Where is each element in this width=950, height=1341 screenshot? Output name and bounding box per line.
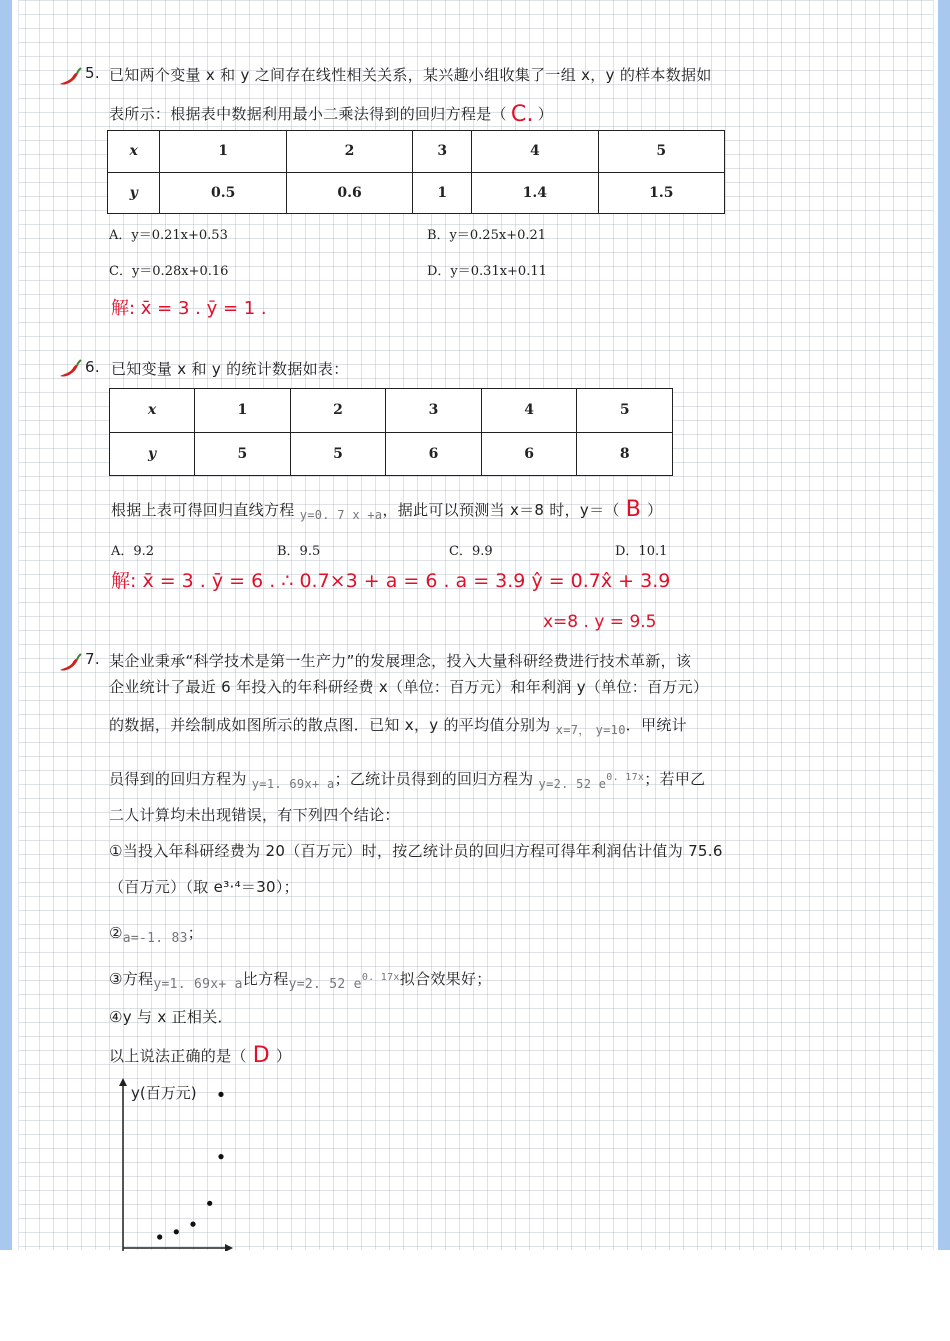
q7-mean-y: y=10	[595, 723, 626, 737]
q7-s3-label: ③方程	[109, 970, 154, 988]
q5-table-cell: 1.5	[598, 172, 724, 214]
q5-table-cell: 4	[472, 131, 598, 173]
scatter-point	[207, 1201, 212, 1206]
q6-option-a: A．9.2	[111, 544, 155, 559]
q5-table-cell: 3	[413, 131, 472, 173]
q6-stem-line1: 已知变量 x 和 y 的统计数据如表：	[111, 360, 349, 378]
q7-s3-formula-jia: y=1. 69x+ a	[153, 977, 243, 992]
x-axis-arrow	[225, 1244, 233, 1251]
worksheet-page	[18, 0, 934, 1250]
q5-handwritten-answer: C.	[510, 102, 534, 127]
q5-table-cell: 1	[160, 131, 286, 173]
q6-table-cell: 3	[386, 389, 482, 433]
q6-table-row-header: y	[110, 432, 195, 476]
q6-handwritten-prediction: x=8 . y = 9.5	[543, 612, 657, 632]
q7-statement-2	[109, 922, 204, 946]
q7-line3-end: ．甲统计	[625, 716, 687, 734]
q5-table-row-header: x	[108, 131, 160, 173]
q5-data-table	[107, 130, 725, 214]
q6-table-cell: 1	[195, 389, 291, 433]
q7-s2-end: ；	[187, 924, 204, 942]
q5-stem-line1: 已知两个变量 x 和 y 之间存在线性相关关系，某兴趣小组收集了一组 x，y 的样本数据如	[109, 66, 712, 84]
q5-table-cell: 0.6	[286, 172, 412, 214]
right-margin-bar	[938, 0, 950, 1250]
q5-option-c: C．y＝0.28x+0.16	[109, 264, 229, 279]
q5-table-cell: 1	[413, 172, 472, 214]
q5-stem-text: 表所示：根据表中数据利用最小二乘法得到的回归方程是（	[109, 105, 507, 123]
q7-formula-jia: y=1. 69x+ a	[251, 777, 335, 791]
q5-table-cell: 2	[286, 131, 412, 173]
q7-statement-1-line2: （百万元）（取 e³·⁴＝30）；	[109, 878, 299, 896]
y-axis-arrow	[119, 1078, 127, 1086]
q6-table-row	[110, 389, 673, 433]
q7-formula-yi: y=2. 52 e	[538, 777, 607, 791]
q5-table-row	[108, 172, 725, 214]
left-margin-bar	[0, 0, 12, 1250]
q7-line4-mid: ；乙统计员得到的回归方程为	[334, 770, 534, 788]
q7-stem-line5: 二人计算均未出现错误，有下列四个结论：	[109, 806, 400, 824]
q6-handwritten-solution: 解: x̄ = 3 . ȳ = 6 . ∴ 0.7×3 + a = 6 . a = 3.9 ŷ = 0.7x̂ + 3.9	[111, 570, 671, 592]
scatter-point	[218, 1154, 223, 1159]
q7-statement-4: ④y 与 x 正相关．	[109, 1008, 233, 1026]
q6-regression-formula: y=0. 7 x +a	[299, 508, 383, 522]
q6-stem-text: 根据上表可得回归直线方程	[111, 501, 295, 519]
q6-handwritten-answer: B	[625, 497, 642, 522]
q6-option-d: D．10.1	[615, 544, 668, 559]
q6-table-cell: 4	[481, 389, 577, 433]
q5-table-cell: 5	[598, 131, 724, 173]
q6-option-c: C．9.9	[449, 544, 493, 559]
q7-s3-exponent: 0. 17x	[361, 972, 400, 983]
q7-line4-end: ；若甲乙	[644, 770, 706, 788]
q7-stem-line4	[109, 768, 705, 789]
q7-scatter-plot	[109, 1076, 279, 1251]
q5-option-d: D．y＝0.31x+0.11	[427, 264, 547, 279]
q6-table-cell: 6	[481, 432, 577, 476]
q7-s3-mid: 比方程	[242, 970, 289, 988]
q6-stem-close: ）	[647, 501, 663, 519]
q7-question	[109, 1042, 291, 1067]
q5-handwritten-solution: 解: x̄ = 3 . ȳ = 1 .	[111, 298, 267, 319]
q7-stem-line2: 企业统计了最近 6 年投入的年科研经费 x（单位：百万元）和年利润 y（单位：百万元）	[109, 678, 709, 696]
chili-pepper-icon	[57, 66, 83, 88]
q5-stem-close: ）	[537, 105, 554, 123]
q7-s3-end: 拟合效果好；	[399, 970, 492, 988]
q7-line4-text: 员得到的回归方程为	[109, 770, 247, 788]
q5-table-cell: 0.5	[160, 172, 286, 214]
q6-table-cell: 5	[195, 432, 291, 476]
q7-stem-line3	[109, 714, 687, 735]
q7-line3-text: 的数据，并绘制成如图所示的散点图．已知 x，y 的平均值分别为	[109, 716, 551, 734]
q5-table-row	[108, 131, 725, 173]
q7-handwritten-answer: D	[252, 1043, 270, 1068]
q5-option-b: B．y＝0.25x+0.21	[427, 228, 547, 243]
scatter-point	[218, 1092, 223, 1097]
q6-table-row	[110, 432, 673, 476]
q5-stem-line2	[109, 100, 553, 125]
q6-table-cell: 6	[386, 432, 482, 476]
q7-mean-x: x=7，	[555, 723, 591, 737]
q7-statement-3	[109, 968, 492, 992]
q6-stem-line2	[111, 496, 662, 521]
q7-stem-line1: 某企业秉承“科学技术是第一生产力”的发展理念，投入大量科研经费进行技术革新，该	[109, 652, 692, 670]
scatter-point	[157, 1234, 162, 1239]
q6-data-table	[109, 388, 673, 476]
q7-s2-label: ②	[109, 924, 123, 942]
chili-pepper-icon	[57, 358, 83, 380]
q7-question-close: ）	[275, 1047, 292, 1065]
q5-table-cell: 1.4	[472, 172, 598, 214]
scatter-point	[190, 1222, 195, 1227]
q6-table-cell: 5	[577, 389, 673, 433]
scatter-point	[174, 1229, 179, 1234]
chili-pepper-icon	[57, 652, 83, 674]
q6-table-cell: 2	[290, 389, 386, 433]
q6-option-b: B．9.5	[277, 544, 321, 559]
y-axis-label: y(百万元)	[131, 1084, 197, 1102]
q7-formula-yi-exponent: 0. 17x	[606, 772, 645, 783]
q6-table-cell: 8	[577, 432, 673, 476]
q7-statement-1-line1: ①当投入年科研经费为 20（百万元）时，按乙统计员的回归方程可得年利润估计值为 75.6	[109, 842, 723, 860]
q5-table-row-header: y	[108, 172, 160, 214]
q7-question-text: 以上说法正确的是（	[109, 1047, 247, 1065]
q5-number: 5.	[85, 64, 100, 82]
q7-s3-formula-yi: y=2. 52 e	[288, 977, 362, 992]
q6-stem-question: ，据此可以预测当 x＝8 时，y＝（	[382, 501, 620, 519]
q5-option-a: A．y＝0.21x+0.53	[109, 228, 228, 243]
q7-number: 7.	[85, 650, 100, 668]
q6-table-row-header: x	[110, 389, 195, 433]
q6-number: 6.	[85, 358, 100, 376]
q7-s2-formula: a=-1. 83	[122, 931, 188, 946]
q6-table-cell: 5	[290, 432, 386, 476]
